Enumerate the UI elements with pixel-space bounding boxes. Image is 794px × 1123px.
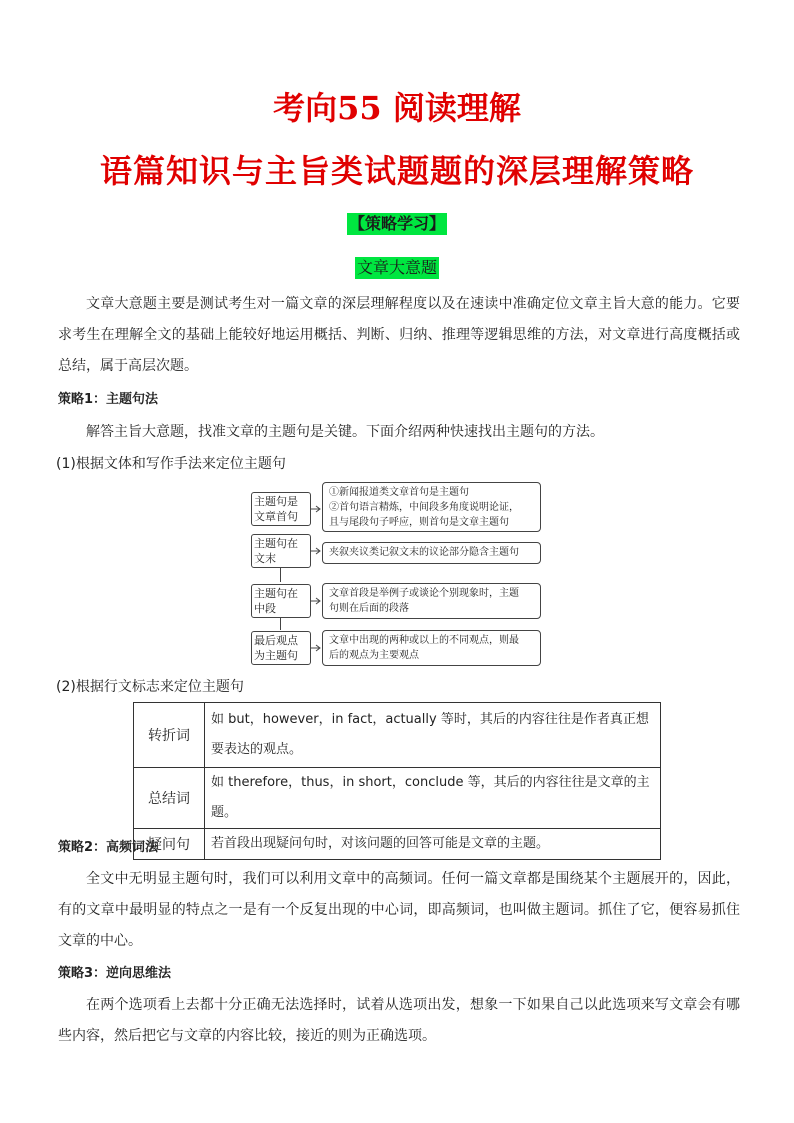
topic-sentence-flowchart [251, 482, 543, 666]
strategy1-sub1: (1)根据文体和写作手法来定位主题句 [56, 456, 286, 472]
flow-label: 最后观点为主题句 [254, 634, 298, 662]
strategy1-text: 解答主旨大意题，找准文章的主题句是关键。下面介绍两种快速找出主题句的方法。 [86, 424, 604, 440]
table-desc: 如 but，however，in fact，actually 等时，其后的内容往往是作者真正想要表达的观点。 [205, 703, 661, 768]
table-term: 疑问句 [134, 829, 205, 860]
section-tag-wrap [0, 257, 794, 279]
table-row [134, 768, 661, 829]
flow-detail-line: 且与尾段句子呼应，则首句是文章主题句 [329, 517, 509, 528]
flow-detail-line: ②首句语言精炼，中间段多角度说明论证， [329, 502, 519, 513]
flow-detail-line: 夹叙夹议类记叙文末的议论部分隐含主题句 [329, 547, 519, 558]
intro-paragraph: 文章大意题主要是测试考生对一篇文章的深层理解程度以及在速读中准确定位文章主旨大意的能力。它要求考生在理解全文的基础上能较好地运用概括、判断、归纳、推理等逻辑思维的方法，对文章进行高度概括或总结，属于高层次题。 [58, 296, 740, 374]
flow-detail-line: 文章中出现的两种或以上的不同观点，则最 [329, 635, 519, 646]
table-term: 总结词 [134, 768, 205, 829]
flow-detail-line: 后的观点为主要观点 [329, 650, 419, 661]
flow-detail-box [322, 542, 541, 564]
table-desc: 若首段出现疑问句时，对该问题的回答可能是文章的主题。 [205, 829, 661, 860]
strategy2-text: 全文中无明显主题句时，我们可以利用文章中的高频词。任何一篇文章都是围绕某个主题展开的，因此，有的文章中最明显的特点之一是有一个反复出现的中心词，即高频词，也叫做主题词。抓住了它，便容易抓住文章的中心。 [58, 871, 740, 949]
strategy-tag-wrap [0, 213, 794, 235]
strategy1-sub2: (2)根据行文标志来定位主题句 [56, 679, 244, 695]
flow-label-box [251, 534, 311, 568]
table-row [134, 703, 661, 768]
section-title-tag: 文章大意题 [356, 258, 437, 277]
table-term: 转折词 [134, 703, 205, 768]
connector-line [280, 617, 281, 630]
connector-line [280, 567, 281, 582]
flow-label: 主题句是文章首句 [254, 495, 298, 523]
flow-detail-box [322, 482, 541, 532]
strategy1-heading: 策略1：主题句法 [58, 392, 159, 407]
flow-label-box [251, 492, 311, 526]
table-desc: 如 therefore，thus，in short，conclude 等，其后的内容往往是文章的主题。 [205, 768, 661, 829]
flow-detail-line: 句则在后面的段落 [329, 603, 409, 614]
flow-detail-line: 文章首段是举例子或谈论个别现象时，主题 [329, 588, 519, 599]
page-title-line2: 语篇知识与主旨类试题题的深层理解策略 [99, 152, 694, 190]
flow-detail-line: ①新闻报道类文章首句是主题句 [329, 487, 469, 498]
strategy3-text: 在两个选项看上去都十分正确无法选择时，试着从选项出发，想象一下如果自己以此选项来写文章会有哪些内容，然后把它与文章的内容比较，接近的则为正确选项。 [58, 997, 740, 1044]
flow-label: 主题句在中段 [254, 587, 298, 615]
strategy3-heading: 策略3：逆向思维法 [58, 966, 172, 981]
flow-label-box [251, 631, 311, 665]
strategy2-heading: 策略2：高频词法 [58, 840, 159, 855]
page-title-line1: 考向55 阅读理解 [273, 89, 521, 127]
flow-label: 主题句在文末 [254, 537, 298, 565]
flow-detail-box [322, 583, 541, 619]
flow-detail-box [322, 630, 541, 666]
flow-label-box [251, 584, 311, 618]
strategy-study-tag: 【策略学习】 [348, 214, 445, 233]
